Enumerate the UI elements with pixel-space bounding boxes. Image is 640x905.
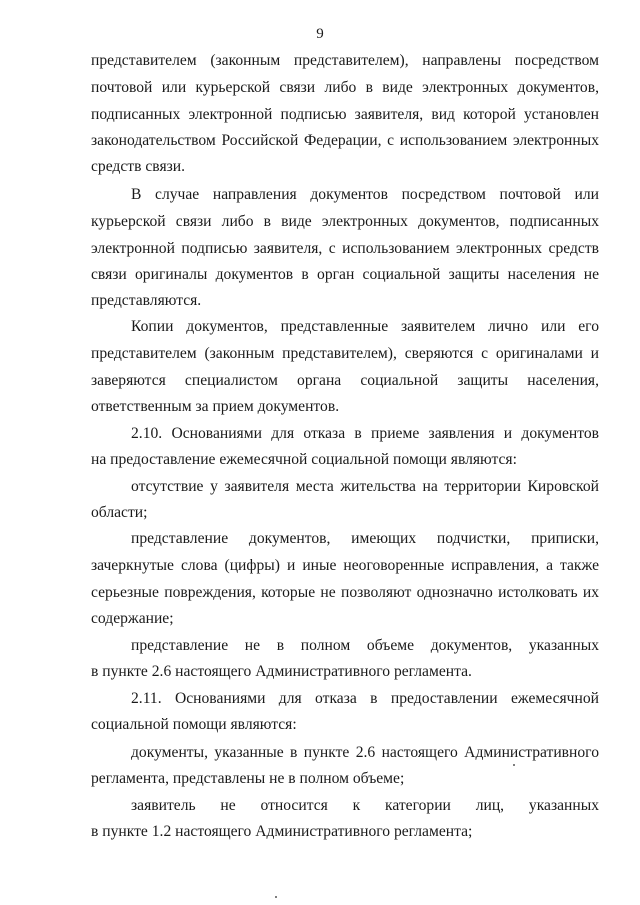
text-line: В случае направления документов посредством почтовой или <box>131 186 599 203</box>
text-line: ответственным за прием документов. <box>91 398 340 415</box>
text-line: 2.11. Основаниями для отказа в предоставлении ежемесячной <box>131 690 599 707</box>
text-line: представление документов, имеющих подчистки, приписки, <box>131 530 599 547</box>
text-line: почтовой или курьерской связи либо в виде электронных документов, <box>91 79 599 96</box>
text-line: области; <box>91 504 148 521</box>
text-line: зачеркнутые слова (цифры) и иные неоговоренные исправления, а также <box>91 557 599 574</box>
text-line: Копии документов, представленные заявителем лично или его <box>131 318 599 335</box>
text-line: в пункте 2.6 настоящего Административного регламента. <box>91 663 472 680</box>
text-line: социальной помощи являются: <box>91 716 297 733</box>
text-line: заверяются специалистом органа социальной защиты населения, <box>91 372 599 389</box>
text-line: курьерской связи либо в виде электронных документов, подписанных <box>91 213 599 230</box>
page-number: 9 <box>316 26 324 42</box>
text-line: представителем (законным представителем), сверяются с оригиналами и <box>91 345 599 362</box>
text-line: содержание; <box>91 610 174 627</box>
text-line: средств связи. <box>91 158 186 175</box>
text-line: регламента, представлены не в полном объеме; <box>91 770 405 787</box>
text-line: на предоставление ежемесячной социальной помощи являются: <box>91 451 517 468</box>
text-line: представление не в полном объеме документов, указанных <box>131 637 599 654</box>
text-line: представителем (законным представителем), направлены посредством <box>91 52 599 69</box>
text-line: электронной подписью заявителя, с использованием электронных средств <box>91 240 599 257</box>
text-line: представляются. <box>91 292 202 309</box>
text-line: серьезные повреждения, которые не позволяют однозначно истолковать их <box>91 584 599 601</box>
text-line: связи оригиналы документов в орган социальной защиты населения не <box>91 266 599 283</box>
text-line: в пункте 1.2 настоящего Административного регламента; <box>91 823 473 840</box>
text-line: заявитель не относится к категории лиц, указанных <box>131 797 599 814</box>
text-line: законодательством Российской Федерации, с использованием электронных <box>91 132 599 149</box>
text-line: документы, указанные в пункте 2.6 настоящего Административного <box>131 744 599 761</box>
scan-speck <box>275 896 277 898</box>
text-line: 2.10. Основаниями для отказа в приеме заявления и документов <box>131 425 599 442</box>
scan-speck <box>513 764 515 766</box>
text-line: подписанных электронной подписью заявителя, вид которой установлен <box>91 106 599 123</box>
text-line: отсутствие у заявителя места жительства на территории Кировской <box>131 478 599 495</box>
